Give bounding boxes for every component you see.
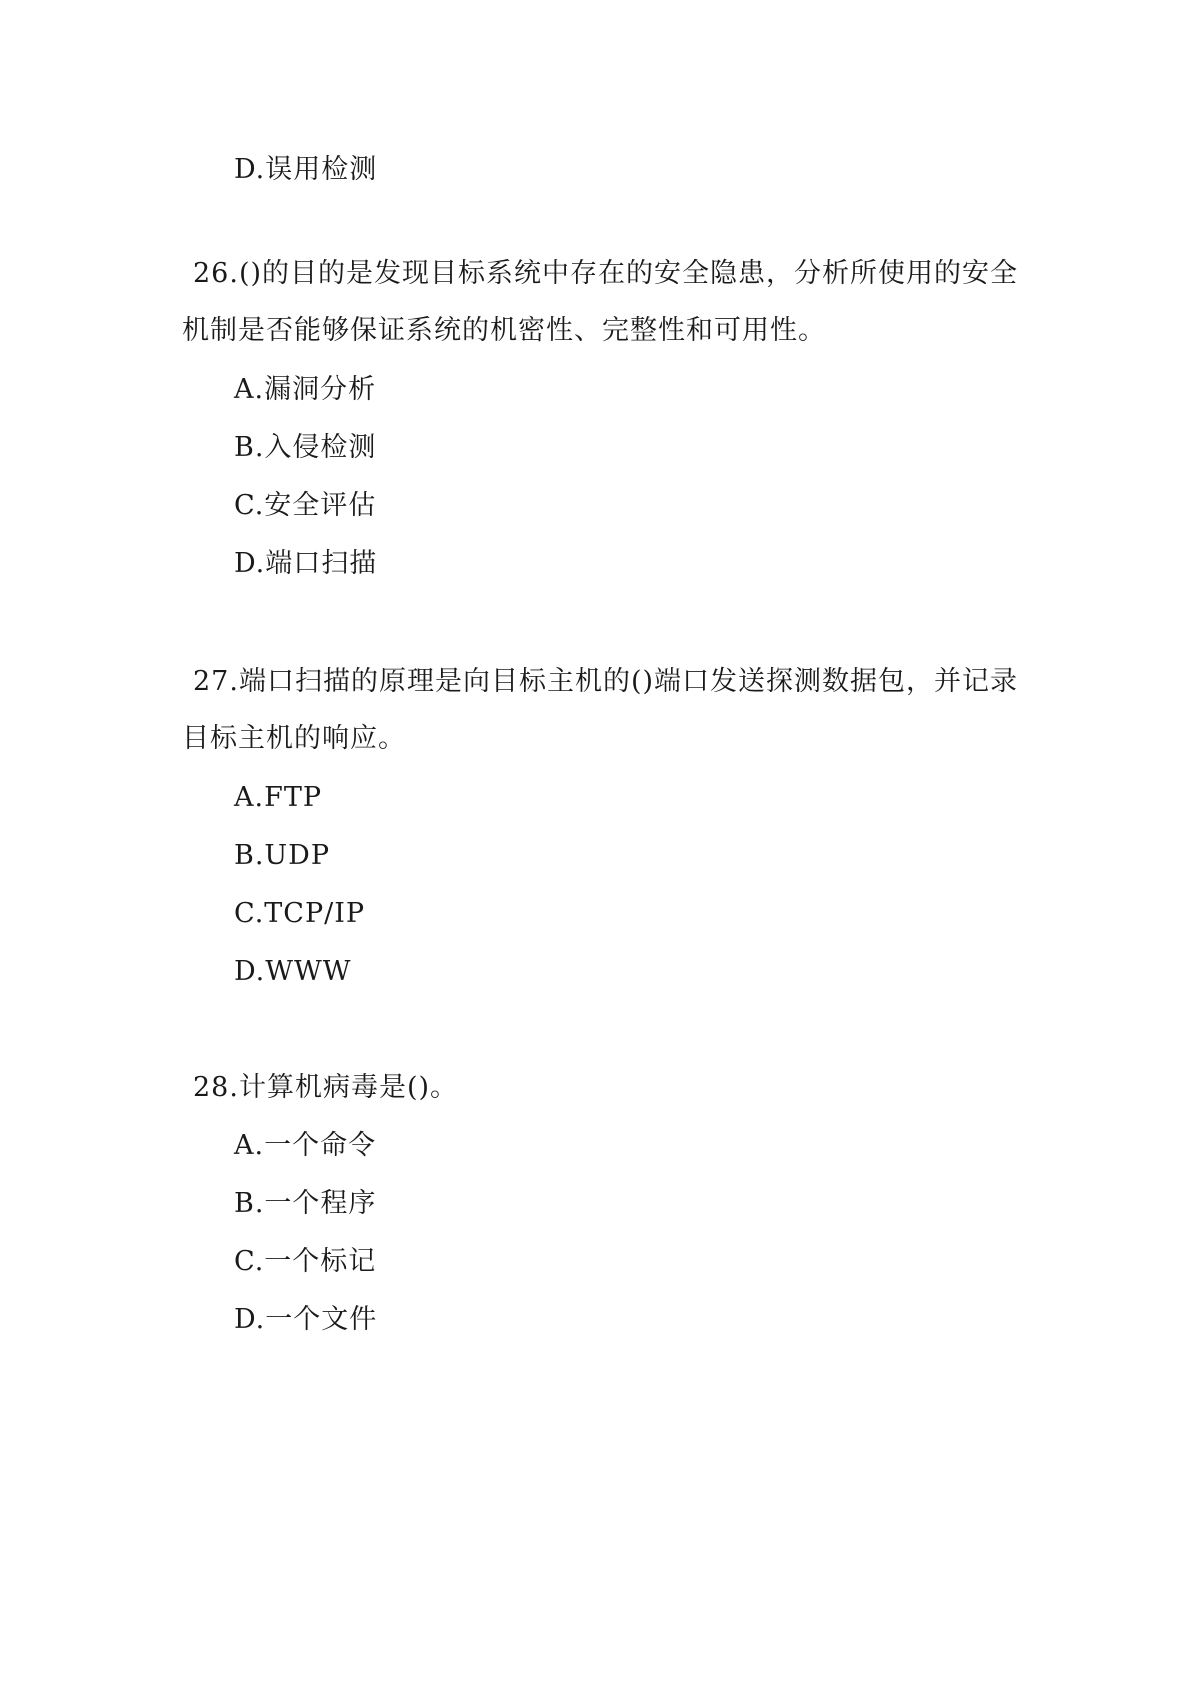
option-b: B.一个程序	[234, 1188, 377, 1219]
option-d-prev-question: D.误用检测	[234, 154, 378, 185]
option-a: A.一个命令	[234, 1130, 377, 1161]
option-b: B.UDP	[234, 840, 330, 871]
question-stem-continued: 机制是否能够保证系统的机密性、完整性和可用性。	[182, 315, 826, 346]
question-stem: 27.端口扫描的原理是向目标主机的()端口发送探测数据包，并记录	[193, 666, 1019, 697]
question-stem: 26.()的目的是发现目标系统中存在的安全隐患，分析所使用的安全	[193, 258, 1019, 289]
question-stem-continued: 目标主机的响应。	[182, 723, 406, 754]
option-a: A.漏洞分析	[234, 374, 377, 405]
option-c: C.一个标记	[234, 1246, 377, 1277]
option-d: D.一个文件	[234, 1304, 378, 1335]
option-d: D.WWW	[234, 956, 352, 987]
option-d: D.端口扫描	[234, 548, 378, 579]
option-a: A.FTP	[234, 782, 322, 813]
option-b: B.入侵检测	[234, 432, 377, 463]
option-c: C.安全评估	[234, 490, 377, 521]
question-stem: 28.计算机病毒是()。	[193, 1072, 459, 1103]
option-c: C.TCP/IP	[234, 898, 366, 929]
